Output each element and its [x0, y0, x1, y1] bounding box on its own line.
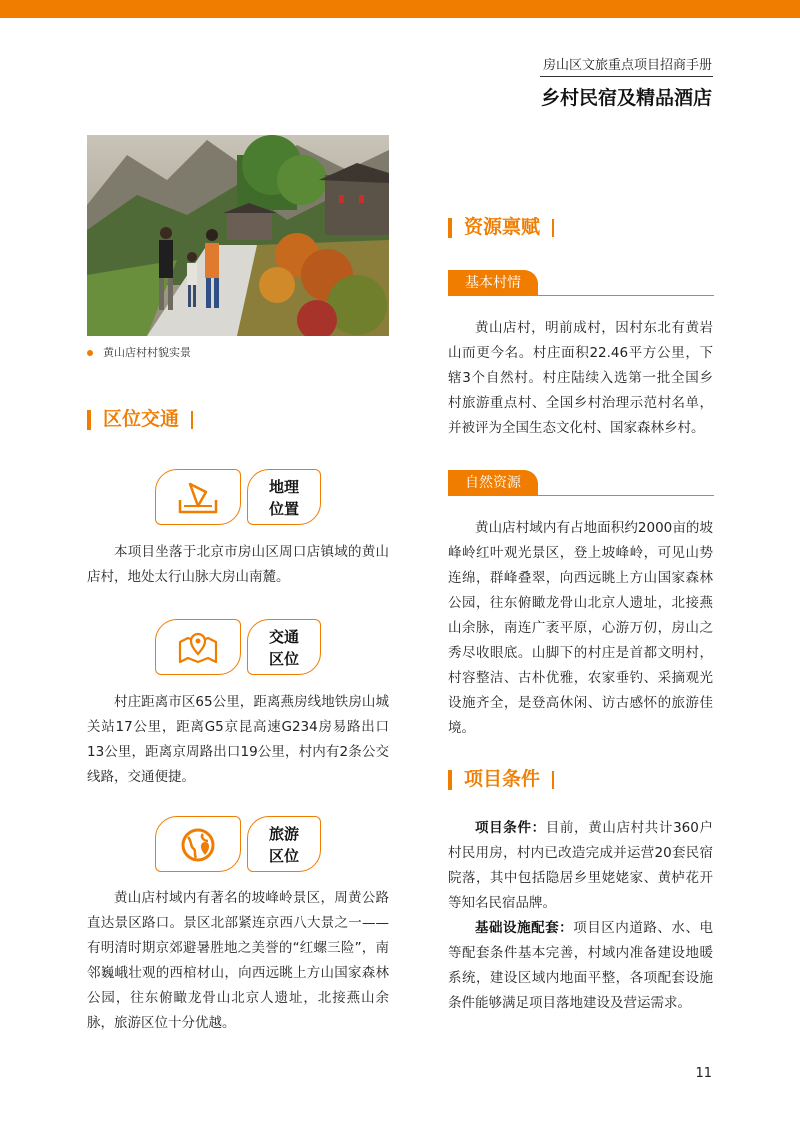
header-divider: [540, 76, 713, 77]
label-transport-location: [155, 619, 321, 675]
section-heading-location: [87, 404, 193, 431]
project-conditions-paragraph: [448, 816, 713, 916]
village-scene-illustration: [87, 135, 389, 336]
label-line-1: 地理: [268, 478, 299, 496]
tag-natural-resources: [448, 470, 714, 496]
label-text: [248, 823, 320, 867]
tag-village-overview: [448, 270, 714, 296]
infrastructure-paragraph: [448, 916, 713, 1016]
tag-rule: [538, 495, 714, 496]
header-subtitle: 房山区文旅重点项目招商手册: [542, 58, 712, 73]
paragraph-body: 项目区内道路、水、电等配套条件基本完善，村域内准备建设地暖系统，建设区域内地面平整，各项配套设施条件能够满足项目落地建设及营运需求。: [448, 920, 713, 1011]
label-line-1: 交通: [268, 628, 299, 646]
heading-text: 项目条件: [464, 768, 541, 790]
label-tourism-location: [155, 816, 321, 872]
top-accent-bar: [0, 0, 800, 18]
heading-accent-bar: [448, 770, 452, 790]
tourism-location-text: 黄山店村域内有著名的坡峰岭景区，周黄公路直达景区路口。景区北部紧连京西八大景之一——有明清时期京郊避暑胜地之美誉的“红螺三险”，南邻巍峨壮观的西棺材山，向西远眺上方山国家森林公园，往东俯瞰龙骨山北京人遗址，北接燕山余脉，旅游区位十分优越。: [87, 890, 389, 1031]
label-geo-location: [155, 469, 321, 525]
label-frame: [247, 469, 321, 525]
heading-tail-bar: [552, 219, 554, 237]
geo-location-text: 本项目坐落于北京市房山区周口店镇域的黄山店村，地处太行山脉大房山南麓。: [87, 544, 389, 585]
photo-caption: [87, 344, 191, 360]
section-heading-conditions: [448, 764, 554, 791]
tag-label: 自然资源: [448, 470, 538, 496]
icon-frame: [155, 469, 241, 525]
heading-accent-bar: [448, 218, 452, 238]
natural-resources-text: 黄山店村域内有占地面积约2000亩的坡峰岭红叶观光景区，登上坡峰岭，可见山势连绵，群峰叠翠，向西远眺上方山国家森林公园，往东俯瞰龙骨山北京人遗址，北接燕山余脉，南连广袤平原，心游万仞，房山之秀尽收眼底。山脚下的村庄是首都文明村，村容整洁、古朴优雅，农家垂钓、采摘观光设施齐全，是登高休闲、访古感怀的旅游佳境。: [448, 520, 713, 736]
transport-location-text: 村庄距离市区65公里，距离燕房线地铁房山城关站17公里，距离G5京昆高速G234房易路出口13公里，距离京周路出口19公里，村内有2条公交线路，交通便捷。: [87, 694, 389, 785]
label-frame: [247, 619, 321, 675]
section-heading-resources: [448, 212, 554, 239]
label-line-2: 区位: [268, 650, 299, 668]
heading-text: 资源禀赋: [464, 216, 541, 238]
label-text: [248, 476, 320, 520]
tag-rule: [538, 295, 714, 296]
icon-frame: [155, 816, 241, 872]
page-title: 乡村民宿及精品酒店: [540, 87, 712, 109]
page-number: 11: [695, 1066, 712, 1081]
village-overview-text: 黄山店村，明前成村，因村东北有黄岩山而更今名。村庄面积22.46平方公里，下辖3个自然村。村庄陆续入选第一批全国乡村旅游重点村、全国乡村治理示范村名单，并被评为全国生态文化村、国家森林乡村。: [448, 320, 713, 436]
heading-accent-bar: [87, 410, 91, 430]
heading-tail-bar: [191, 411, 193, 429]
caption-text: 黄山店村村貌实景: [103, 346, 191, 359]
label-text: [248, 626, 320, 670]
village-photo: [87, 135, 389, 336]
map-pin-icon: [176, 628, 220, 666]
icon-frame: [155, 619, 241, 675]
paragraph-lead: 基础设施配套：: [475, 920, 574, 936]
label-frame: [247, 816, 321, 872]
tag-label: 基本村情: [448, 270, 538, 296]
heading-tail-bar: [552, 771, 554, 789]
label-line-1: 旅游: [268, 825, 299, 843]
paragraph-lead: 项目条件：: [475, 820, 546, 836]
heading-text: 区位交通: [103, 408, 180, 430]
globe-pin-icon: [176, 825, 220, 863]
paragraph-body: 目前，黄山店村共计360户村民用房，村内已改造完成并运营20套民宿院落，其中包括隐居乡里姥姥家、黄栌花开等知名民宿品牌。: [448, 820, 713, 911]
map-location-icon: [176, 478, 220, 516]
caption-bullet: [87, 350, 93, 356]
label-line-2: 位置: [268, 500, 299, 518]
label-line-2: 区位: [268, 847, 299, 865]
